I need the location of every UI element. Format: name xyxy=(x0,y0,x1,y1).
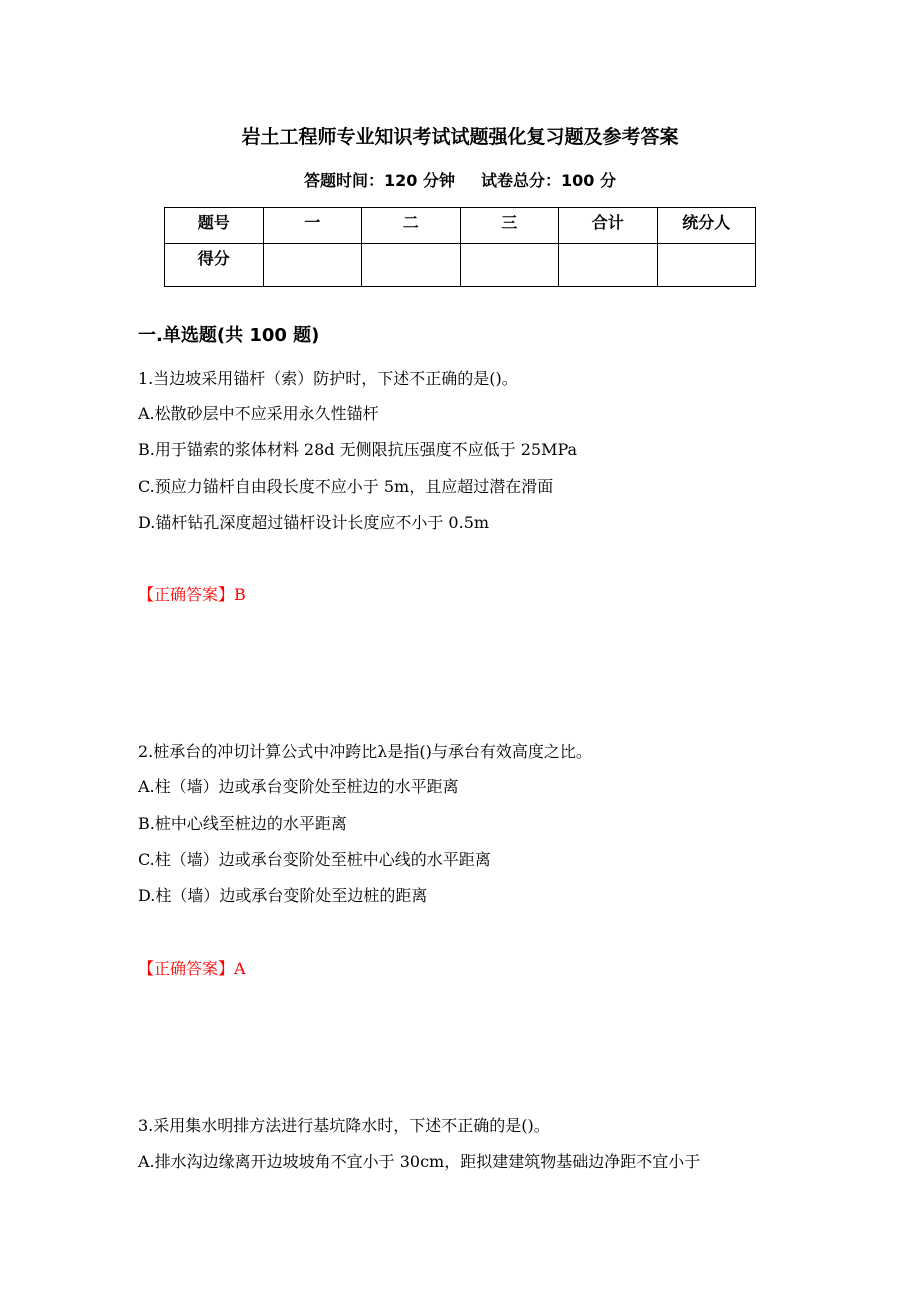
question-1-option-c: C.预应力锚杆自由段长度不应小于 5m，且应超过潜在滑面 xyxy=(138,477,554,496)
score-header-cell: 三 xyxy=(460,208,559,244)
score-cell xyxy=(362,244,461,287)
question-1-option-b: B.用于锚索的浆体材料 28d 无侧限抗压强度不应低于 25MPa xyxy=(138,440,578,459)
score-cell xyxy=(263,244,362,287)
question-2-option-b: B.桩中心线至桩边的水平距离 xyxy=(138,814,347,833)
question-3-option-a: A.排水沟边缘离开边坡坡角不宜小于 30cm，距拟建建筑物基础边净距不宜小于 xyxy=(138,1152,701,1171)
exam-total-score: 试卷总分：100 分 xyxy=(481,171,616,190)
score-header-cell: 合计 xyxy=(559,208,658,244)
question-1-answer: 【正确答案】B xyxy=(138,585,246,604)
exam-meta xyxy=(0,170,920,192)
score-cell xyxy=(460,244,559,287)
score-header-cell: 题号 xyxy=(165,208,264,244)
score-row-label: 得分 xyxy=(165,244,264,287)
score-header-cell: 统分人 xyxy=(657,208,756,244)
section-title: 一.单选题(共 100 题) xyxy=(138,325,320,346)
question-3-stem: 3.采用集水明排方法进行基坑降水时，下述不正确的是()。 xyxy=(138,1116,550,1135)
document-title: 岩土工程师专业知识考试试题强化复习题及参考答案 xyxy=(241,126,679,148)
question-1-option-a: A.松散砂层中不应采用永久性锚杆 xyxy=(138,404,379,423)
question-1-stem: 1.当边坡采用锚杆（索）防护时，下述不正确的是()。 xyxy=(138,369,518,388)
question-2-answer: 【正确答案】A xyxy=(138,959,246,978)
score-cell xyxy=(657,244,756,287)
question-2-option-c: C.柱（墙）边或承台变阶处至桩中心线的水平距离 xyxy=(138,850,491,869)
score-table xyxy=(164,207,756,287)
score-cell xyxy=(559,244,658,287)
score-table-header-row xyxy=(165,208,756,244)
exam-time: 答题时间：120 分钟 xyxy=(304,171,455,190)
question-2-stem: 2.桩承台的冲切计算公式中冲跨比λ是指()与承台有效高度之比。 xyxy=(138,742,592,761)
question-2-option-d: D.柱（墙）边或承台变阶处至边桩的距离 xyxy=(138,886,428,905)
question-2-option-a: A.柱（墙）边或承台变阶处至桩边的水平距离 xyxy=(138,777,459,796)
score-header-cell: 一 xyxy=(263,208,362,244)
question-1-option-d: D.锚杆钻孔深度超过锚杆设计长度应不小于 0.5m xyxy=(138,513,490,532)
score-table-score-row xyxy=(165,244,756,287)
score-header-cell: 二 xyxy=(362,208,461,244)
